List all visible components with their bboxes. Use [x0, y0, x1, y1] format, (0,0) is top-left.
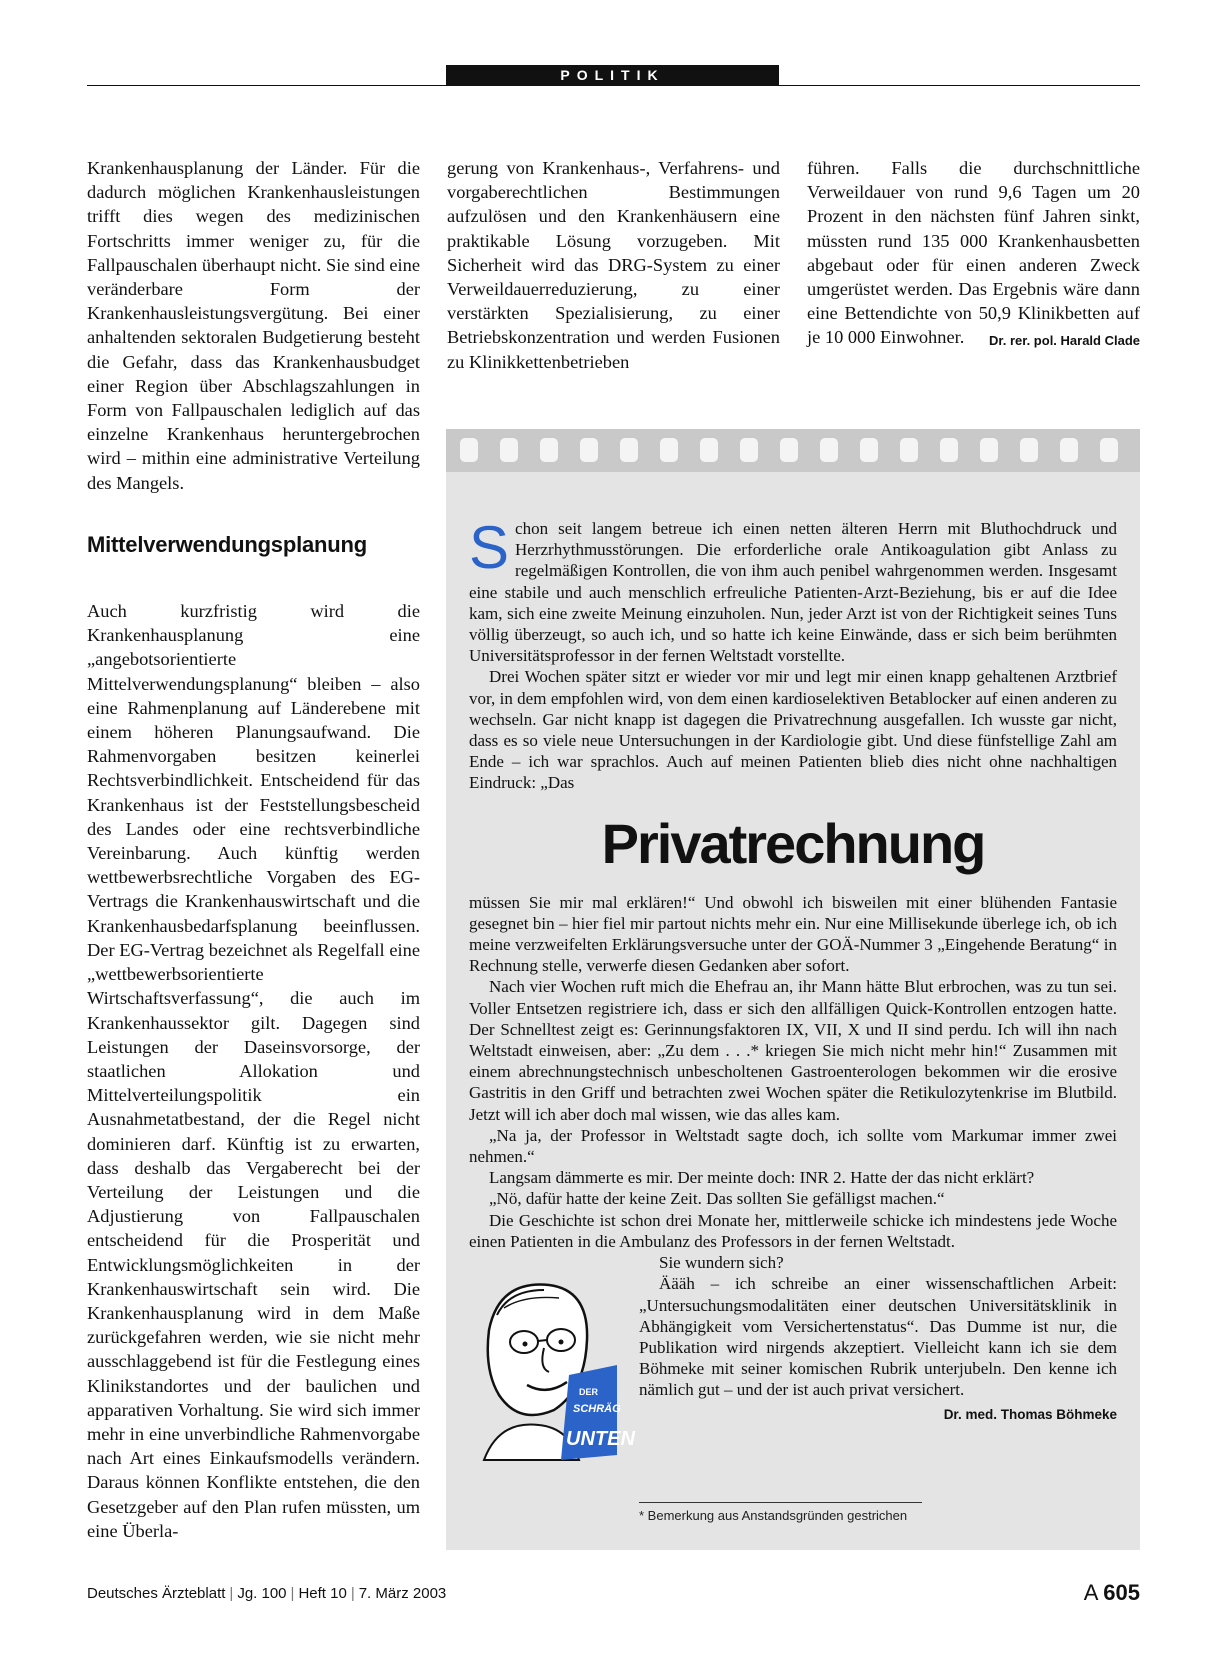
footnote: * Bemerkung aus Anstandsgründen gestrichen — [639, 1508, 908, 1523]
paragraph: „Na ja, der Professor in Weltstadt sagte doch, ich sollte vom Markumar immer zwei nehmen.“ — [469, 1125, 1117, 1167]
paragraph: gerung von Krankenhaus-, Verfahrens- und vorgaberechtlichen Bestimmungen aufzulösen und den Krankenhäusern eine praktikable Lösung vorzugeben. Mit Sicherheit wird das DRG-System zu einer Verweildauerreduzierung, zu einer verstärkten Spezialisierung, zu einer Betriebskonzentration und werden Fusionen zu Klinikkettenbetrieben — [447, 158, 780, 372]
box-title: Privatrechnung — [601, 811, 985, 875]
author-credit: Dr. med. Thomas Böhmeke — [943, 1406, 1117, 1422]
paragraph — [807, 156, 1140, 350]
logo-word-1: DER — [579, 1387, 599, 1398]
issue: Heft 10 — [298, 1585, 347, 1602]
column-box — [446, 420, 1140, 1550]
paragraph — [469, 514, 1117, 666]
issue-date: 7. März 2003 — [358, 1585, 447, 1602]
paragraph: Sie wundern sich? — [659, 1253, 784, 1273]
logo-word-2: SCHRÄG — [573, 1403, 621, 1416]
author-credit: Dr. rer. pol. Harald Clade — [989, 333, 1140, 349]
paragraph: Die Geschichte ist schon drei Monate her, mittlerweile schicke ich mindestens jede Woche einen Patienten in die Ambulanz des Professors in der fernen Weltstadt. — [469, 1210, 1117, 1251]
section-heading: Mittelverwendungsplanung — [87, 531, 367, 557]
article-column-3 — [807, 156, 1140, 354]
volume: Jg. 100 — [237, 1585, 287, 1602]
page-number-value: 605 — [1103, 1580, 1140, 1605]
author-caricature-icon — [469, 1260, 635, 1460]
paragraph: Auch kurzfristig wird die Krankenhausplanung eine „angebotsorientierte Mittelverwendungsplanung“ bleiben – also eine Rahmenplanung auf Länderebene mit einem höheren Planungsaufwand. Die Rahmenvorgaben besitzen keinerlei Rechtsverbindlichkeit. Entscheidend für das Krankenhaus ist der Feststellungsbescheid des Landes oder eine rechtsverbindliche Vereinbarung. Auch künftig werden wettbewerbsrechtliche Vorgaben des EG-Vertrags die Krankenhauswirtschaft und die Krankenhausbedarfsplanung beeinflussen. Der EG-Vertrag bezeichnet als Regelfall eine „wettbewerbsorientierte Wirtschaftsverfassung“, die auch im Krankenhaussektor gilt. Dagegen sind Leistungen der Daseinsvorsorge, der staatlichen Allokation und Mittelverteilungspolitik ein Ausnahmetatbestand, der die Regel nicht dominieren darf. Künftig ist zu erwarten, dass deshalb das Vergaberecht bei der Verteilung der Leistungen und die Adjustierung von Fallpauschalen entscheidend für die Prosperität und Entwicklungsmöglichkeiten in der Krankenhauswirtschaft sein wird. Die Krankenhausplanung wird in dem Maße zurückgefahren werden, wie sie nicht mehr ausschlaggebend ist für die Festlegung eines Klinikstandortes und der baulichen und apparativen Vorhaltung. Sie wird sich immer mehr in eine unverbindliche Rahmenvorgabe nach Art eines Einkaufsmodells verändern. Daraus können Konflikte entstehen, die den Gesetzgeber auf den Plan rufen müssten, um eine Überla- — [87, 601, 420, 1541]
paragraph: Langsam dämmerte es mir. Der meinte doch: INR 2. Hatte der das nicht erklärt? — [489, 1168, 1035, 1188]
drop-cap: S — [469, 514, 510, 581]
page-footer: Deutsches Ärzteblatt | Jg. 100 | Heft 10 | 7. März 2003 — [87, 1585, 447, 1602]
paragraph: müssen Sie mir mal erklären!“ Und obwohl ich bisweilen mit einer blühenden Fantasie gesegnet bin – hier fiel mir partout nichts mehr ein. Nur eine Millisekunde überlege ich, ob ich meine verzweifelten Erklärungsversuche unter der GOÄ-Nummer 3 „Eingehende Beratung“ in Rechnung stelle, verwerfe diesen Gedanken aber sofort. — [469, 892, 1117, 976]
journal-name: Deutsches Ärzteblatt — [87, 1585, 226, 1602]
paragraph-text: chon seit langem betreue ich einen netten älteren Herrn mit Bluthochdruck und Herzrhythmusstörungen. Die erforderliche orale Antikoagulation gibt Anlass zu regelmäßigen Kontrollen, die von ihm auch penibel wahrgenommen werden. Insgesamt eine stabile und auch menschlich erfreuliche Patienten-Arzt-Beziehung, bis er auf die Idee kam, sich eine zweite Meinung einzuholen. Nun, jeder Arzt ist von der Richtigkeit seines Tuns völlig überzeugt, so auch ich, und so hatte ich keine Einwände, dass er sich beim berühmten Universitätsprofessor in der fernen Weltstadt vorstellte. — [469, 519, 1117, 666]
paragraph-text: führen. Falls die durchschnittliche Verweildauer von rund 9,6 Tagen um 20 Prozent in den nächsten fünf Jahren sinkt, müssten rund 135 000 Krankenhausbetten abgebaut oder für einen anderen Zweck umgerüstet werden. Das Ergebnis wäre dann eine Bettendichte von 50,9 Klinikbetten auf je 10 000 Einwohner. — [807, 158, 1140, 348]
logo-word-3: UNTEN — [566, 1428, 635, 1451]
box-story — [469, 514, 1117, 1464]
page-prefix: A — [1083, 1580, 1098, 1605]
paragraph: „Nö, dafür hatte der keine Zeit. Das sollten Sie gefälligst machen.“ — [489, 1189, 945, 1209]
footnote-rule — [639, 1502, 922, 1503]
film-strip-decoration — [446, 420, 1140, 472]
paragraph-text: Äääh – ich schreibe an einer wissenschaftlichen Arbeit: „Untersuchungsmodalitäten einer deutschen Universitätsklinik in Abhängigkeit vom Versichertenstatus“. Das Dumme ist nur, die Publikation wird nirgends akzeptiert. Vielleicht kann ich sie dem Böhmeke mit seiner komischen Rubrik unterjubeln. Den kenne ich nämlich gut – und der ist auch privat versichert. — [639, 1274, 1117, 1400]
page-number — [1084, 1580, 1140, 1606]
paragraph: Krankenhausplanung der Länder. Für die dadurch möglichen Krankenhausleistungen trifft dies wegen des medizinischen Fortschritts immer weniger zu, für die Fallpauschalen überhaupt nicht. Sie sind eine veränderbare Form der Krankenhausleistungsvergütung. Bei einer anhaltenden sektoralen Budgetierung besteht die Gefahr, dass das Krankenhausbudget einer Region über Abschlagszahlungen in Form von Fallpauschalen lediglich auf das einzelne Krankenhaus heruntergebrochen wird – mithin eine administrative Verteilung des Mangels. — [87, 158, 420, 493]
article-column-2 — [447, 156, 780, 374]
paragraph: Nach vier Wochen ruft mich die Ehefrau an, ihr Mann hätte Blut erbrochen, was zu tun sei. Voller Entsetzen registriere ich, dass er sich den allfälligen Quick-Kontrollen entzogen hatte. Der Schnelltest zeigt es: Gerinnungsfaktoren IX, VII, X und II sind perdu. Ich will ihn nach Weltstadt einweisen, aber: „Zu dem . . .* kriegen Sie mich nicht mehr hin!“ Zusammen mit einem abrechnungstechnisch unbescholtenen Gastroenterologen bekommen wir die erosive Gastritis in den Griff und betrachten zwei Wochen später die Retikulozytenkrise im Blutbild. Jetzt will ich aber doch mal wissen, wie das alles kam. — [469, 977, 1117, 1124]
article-column-1 — [87, 156, 420, 1543]
paragraph: Drei Wochen später sitzt er wieder vor mir und legt mir einen knapp gehaltenen Arztbrief vor, in dem empfohlen wird, von dem einen kardioselektiven Betablocker auf einen anderen zu wechseln. Gar nicht knapp ist dagegen die Privatrechnung ausgefallen. Ich wusste gar nicht, dass es so viele neue Untersuchungen in der Kardiologie gibt. Und diese fünfstellige Zahl am Ende – ich war sprachlos. Auch auf meinen Patienten blieb dies nicht ohne nachhaltigen Eindruck: „Das — [469, 667, 1117, 793]
section-label: POLITIK — [446, 65, 779, 86]
